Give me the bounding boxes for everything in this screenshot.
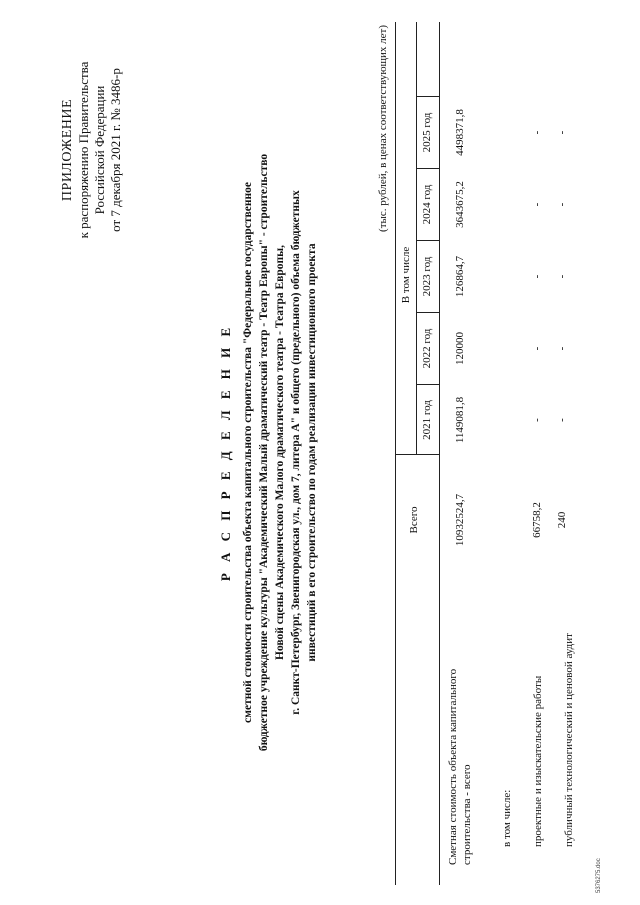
row-label: [446, 595, 474, 865]
header-total: Всего: [408, 506, 420, 534]
cell-value: -: [531, 346, 543, 351]
cell-value: 120000: [454, 332, 466, 365]
header-year: 2024 год: [421, 184, 433, 225]
cell-value: -: [556, 130, 568, 135]
cell-value: -: [556, 274, 568, 279]
cell-value: -: [531, 202, 543, 207]
cell-value: 4498371,8: [454, 109, 466, 156]
header-year: 2023 год: [421, 256, 433, 297]
cell-value: 126864,7: [454, 255, 466, 298]
header-year: 2025 год: [421, 112, 433, 153]
appendix-line-1: к распоряжению Правительства: [76, 61, 91, 239]
row-label: [500, 597, 514, 847]
row-label: [562, 577, 576, 847]
cell-value: -: [556, 202, 568, 207]
row-label-line: публичный технологический и ценовой аудит: [563, 633, 575, 847]
cell-total: 66758,2: [531, 502, 543, 538]
row-label-line: проектные и изыскательские работы: [532, 675, 544, 847]
table-header-bottom-border: [439, 22, 440, 885]
cell-value: 1149081,8: [454, 396, 466, 444]
subtitle-line: сметной стоимости строительства объекта капитального строительства "Федеральное государственное: [242, 182, 254, 723]
cell-value: -: [556, 418, 568, 422]
subtitle-line: инвестиций в его строительство по годам реализации инвестиционного проекта: [306, 243, 318, 662]
document-subtitle: [240, 40, 320, 865]
appendix-heading: ПРИЛОЖЕНИЕ: [60, 98, 75, 202]
subtitle-line: Новой сцены Академического Малого драматического театра - Театра Европы,: [274, 245, 286, 660]
cell-value: -: [531, 418, 543, 422]
cell-total: 10932524,7: [454, 493, 466, 547]
cell-value: -: [531, 130, 543, 135]
subtitle-line: бюджетное учреждение культуры "Академический Малый драматический театр - Театр Европы" - строительство: [258, 153, 270, 752]
cell-total: 240: [556, 511, 568, 529]
group-divider: [416, 22, 417, 455]
cell-value: -: [556, 346, 568, 351]
units-note: (тыс. рублей, в ценах соответствующих лет): [377, 25, 389, 232]
document-title: Р А С П Р Е Д Е Л Е Н И Е: [218, 323, 233, 582]
cell-value: 3643675,2: [454, 181, 466, 228]
subtitle-line: г. Санкт-Петербург, Звенигородская ул., дом 7, литера А" и общего (предельного) объема бюджетных: [290, 190, 302, 715]
row-label-line: строительства - всего: [461, 764, 473, 865]
footer-doc-code: 5376275.doc: [596, 858, 602, 893]
row-label: [531, 597, 545, 847]
appendix-line-3: от 7 декабря 2021 г. № 3486-р: [108, 68, 123, 232]
header-year: 2021 год: [421, 400, 433, 440]
row-label-line: в том числе:: [501, 789, 513, 847]
appendix-block: [60, 15, 124, 285]
header-group: В том числе: [400, 246, 412, 304]
header-year: 2022 год: [421, 328, 433, 369]
row-label-line: Сметная стоимость объекта капитального: [447, 668, 459, 865]
cell-value: -: [531, 274, 543, 279]
appendix-line-2: Российской Федерации: [92, 85, 107, 215]
